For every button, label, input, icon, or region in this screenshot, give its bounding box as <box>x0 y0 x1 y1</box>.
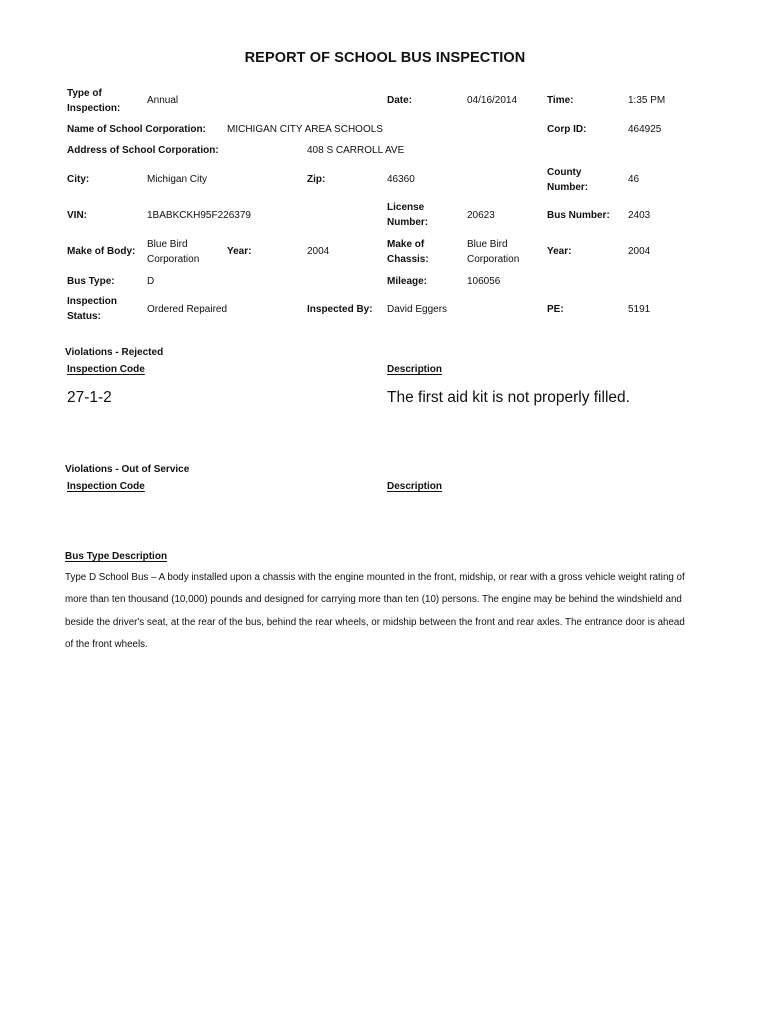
pe-label: PE: <box>547 304 564 315</box>
pe-value: 5191 <box>628 304 651 315</box>
county-number-label: County Number: <box>547 167 589 193</box>
bus-number-value: 2403 <box>628 210 651 221</box>
violations-rejected-title: Violations - Rejected <box>65 347 164 358</box>
school-corporation-label: Name of School Corporation: <box>67 124 206 135</box>
zip-label: Zip: <box>307 174 326 185</box>
make-of-chassis-label: Make of Chassis: <box>387 239 429 265</box>
make-of-body-value: Blue Bird Corporation <box>147 239 200 265</box>
type-of-inspection-value: Annual <box>147 95 179 106</box>
mileage-value: 106056 <box>467 276 501 287</box>
body-year-value: 2004 <box>307 246 330 257</box>
address-value: 408 S CARROLL AVE <box>307 145 405 156</box>
time-label: Time: <box>547 95 574 106</box>
license-number-label: License Number: <box>387 202 429 228</box>
mileage-label: Mileage: <box>387 276 428 287</box>
oos-inspection-code-header: Inspection Code <box>67 481 145 492</box>
bus-type-description-text: Type D School Bus – A body installed upon a chassis with the engine mounted in the front, midship, or rear with a gross vehicle weight rating of more than ten thousand (10,000) pounds and designed for carrying more than ten (10) persons. The engine may be behind the windshield and beside the driver's seat, at the rear of the bus, behind the rear wheels, or midship between the front and rear axles. The entrance door is ahead of the front wheels. <box>65 572 685 650</box>
bus-type-value: D <box>147 276 155 287</box>
make-of-chassis-value: Blue Bird Corporation <box>467 239 520 265</box>
oos-description-header: Description <box>387 481 443 492</box>
city-value: Michigan City <box>147 174 208 185</box>
report-title: REPORT OF SCHOOL BUS INSPECTION <box>244 50 526 66</box>
bus-type-label: Bus Type: <box>67 276 115 287</box>
inspected-by-value: David Eggers <box>387 304 448 315</box>
license-number-value: 20623 <box>467 210 495 221</box>
inspected-by-label: Inspected By: <box>307 304 373 315</box>
make-of-body-label: Make of Body: <box>67 246 136 257</box>
date-value: 04/16/2014 <box>467 95 518 106</box>
type-of-inspection-label: Type of Inspection: <box>67 88 121 114</box>
school-corporation-value: MICHIGAN CITY AREA SCHOOLS <box>227 124 383 135</box>
date-label: Date: <box>387 95 413 106</box>
rejected-violation-code: 27-1-2 <box>67 389 112 406</box>
corp-id-value: 464925 <box>628 124 662 135</box>
body-year-label: Year: <box>227 246 252 257</box>
vin-value: 1BABKCKH95F226379 <box>147 210 251 221</box>
bus-number-label: Bus Number: <box>547 210 610 221</box>
inspection-status-label: Inspection Status: <box>67 296 118 322</box>
inspection-status-value: Ordered Repaired <box>147 304 228 315</box>
corp-id-label: Corp ID: <box>547 124 587 135</box>
city-label: City: <box>67 174 90 185</box>
rejected-violation-description: The first aid kit is not properly filled. <box>387 389 630 406</box>
zip-value: 46360 <box>387 174 415 185</box>
vin-label: VIN: <box>67 210 87 221</box>
rejected-description-header: Description <box>387 364 443 375</box>
rejected-inspection-code-header: Inspection Code <box>67 364 145 375</box>
address-label: Address of School Corporation: <box>67 145 219 156</box>
chassis-year-value: 2004 <box>628 246 651 257</box>
time-value: 1:35 PM <box>628 95 666 106</box>
violations-oos-title: Violations - Out of Service <box>65 464 190 475</box>
county-number-value: 46 <box>628 174 640 185</box>
bus-type-description-title: Bus Type Description <box>65 551 168 562</box>
chassis-year-label: Year: <box>547 246 572 257</box>
